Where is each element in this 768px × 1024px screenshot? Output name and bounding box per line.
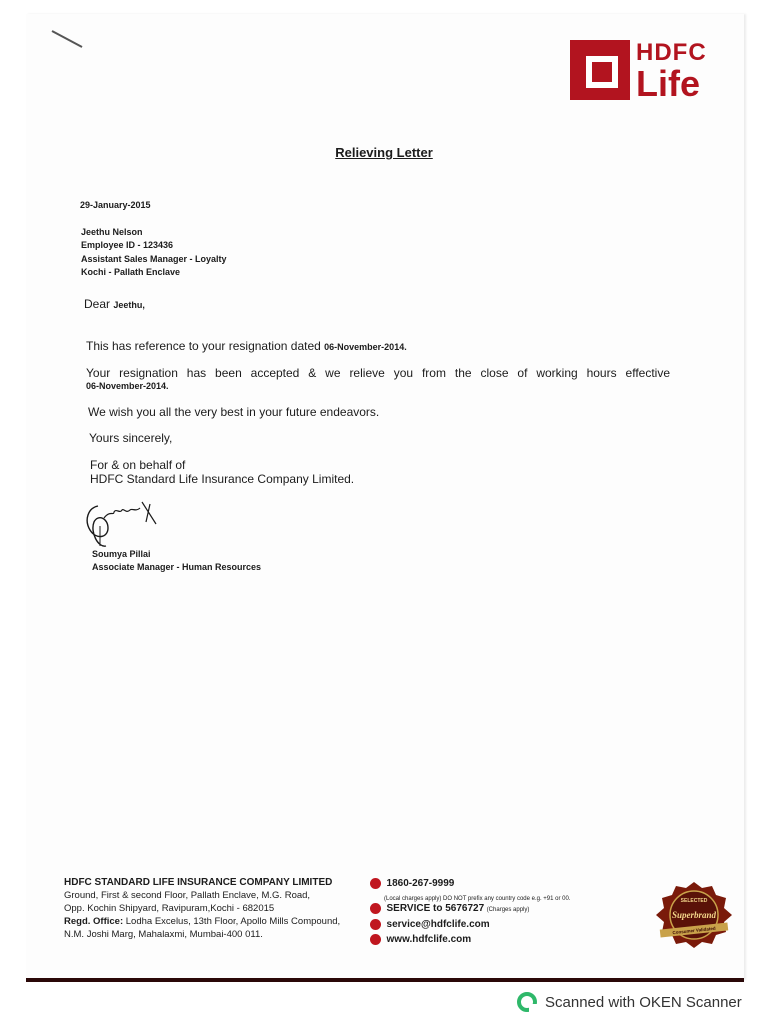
logo-text-hdfc: HDFC — [636, 39, 707, 66]
footer-company-name: HDFC STANDARD LIFE INSURANCE COMPANY LIMITED — [64, 877, 333, 888]
salutation — [84, 297, 145, 311]
scanner-text: Scanned with OKEN Scanner — [545, 993, 742, 1011]
signature — [84, 494, 164, 550]
footer-regd-line2: N.M. Joshi Marg, Mahalaxmi, Mumbai-400 011. — [64, 929, 263, 940]
recipient-employee-id: Employee ID - 123436 — [81, 240, 174, 250]
footer-address-line1: Ground, First & second Floor, Pallath Enclave, M.G. Road, — [64, 890, 311, 901]
contact-website: www.hdfclife.com — [370, 934, 471, 945]
contact-email: service@hdfclife.com — [370, 919, 490, 930]
footer-regd-office: Regd. Office: Lodha Excelus, 13th Floor, Apollo Mills Compound, — [64, 916, 341, 927]
footer-company-address — [64, 876, 340, 941]
contact-phone: 1860-267-9999 — [370, 878, 454, 889]
paragraph-acceptance: Your resignation has been accepted & we relieve you from the close of working hours effective — [86, 366, 670, 380]
recipient-location: Kochi - Pallath Enclave — [81, 267, 181, 277]
letter-date: 29-January-2015 — [80, 200, 151, 210]
signatory-title: Associate Manager - Human Resources — [92, 562, 262, 572]
salutation-name: Jeethu, — [113, 300, 145, 310]
badge-top-text: SELECTED — [680, 898, 708, 904]
sms-icon — [370, 903, 381, 914]
relieving-date: 06-November-2014. — [86, 381, 169, 391]
badge-middle-text: Superbrand — [671, 910, 717, 920]
logo-mark — [570, 40, 630, 100]
badge-bottom-text: Consumer Validated — [672, 925, 716, 936]
phone-icon — [370, 878, 381, 889]
hdfc-life-logo — [570, 40, 720, 104]
signatory-name: Soumya Pillai — [92, 549, 151, 559]
logo-text-life: Life — [636, 63, 701, 104]
letter-title: Relieving Letter — [335, 145, 433, 160]
page-edge — [26, 978, 744, 982]
paragraph-resignation-reference: This has reference to your resignation dated 06-November-2014. — [86, 339, 407, 353]
email-icon — [370, 919, 381, 930]
footer-address-line2: Opp. Kochin Shipyard, Ravipuram,Kochi - 682015 — [64, 903, 275, 914]
superbrand-badge — [654, 880, 734, 950]
recipient-designation: Assistant Sales Manager - Loyalty — [81, 254, 227, 264]
globe-icon — [370, 934, 381, 945]
resignation-date: 06-November-2014. — [324, 342, 407, 352]
closing: Yours sincerely, — [89, 431, 173, 445]
paragraph-wishes: We wish you all the very best in your future endeavors. — [88, 405, 380, 419]
scanner-logo-icon — [517, 992, 537, 1012]
behalf-line: For & on behalf of — [90, 458, 186, 472]
contact-phone-note: (Local charges apply) DO NOT prefix any country code e.g. +91 or 00. — [384, 896, 571, 902]
salutation-prefix: Dear — [84, 297, 111, 311]
contact-sms: SERVICE to 5676727 (Charges apply) — [370, 903, 529, 914]
recipient-name: Jeethu Nelson — [81, 227, 143, 237]
company-line: HDFC Standard Life Insurance Company Limited. — [90, 472, 355, 486]
scanner-watermark — [517, 990, 742, 1014]
